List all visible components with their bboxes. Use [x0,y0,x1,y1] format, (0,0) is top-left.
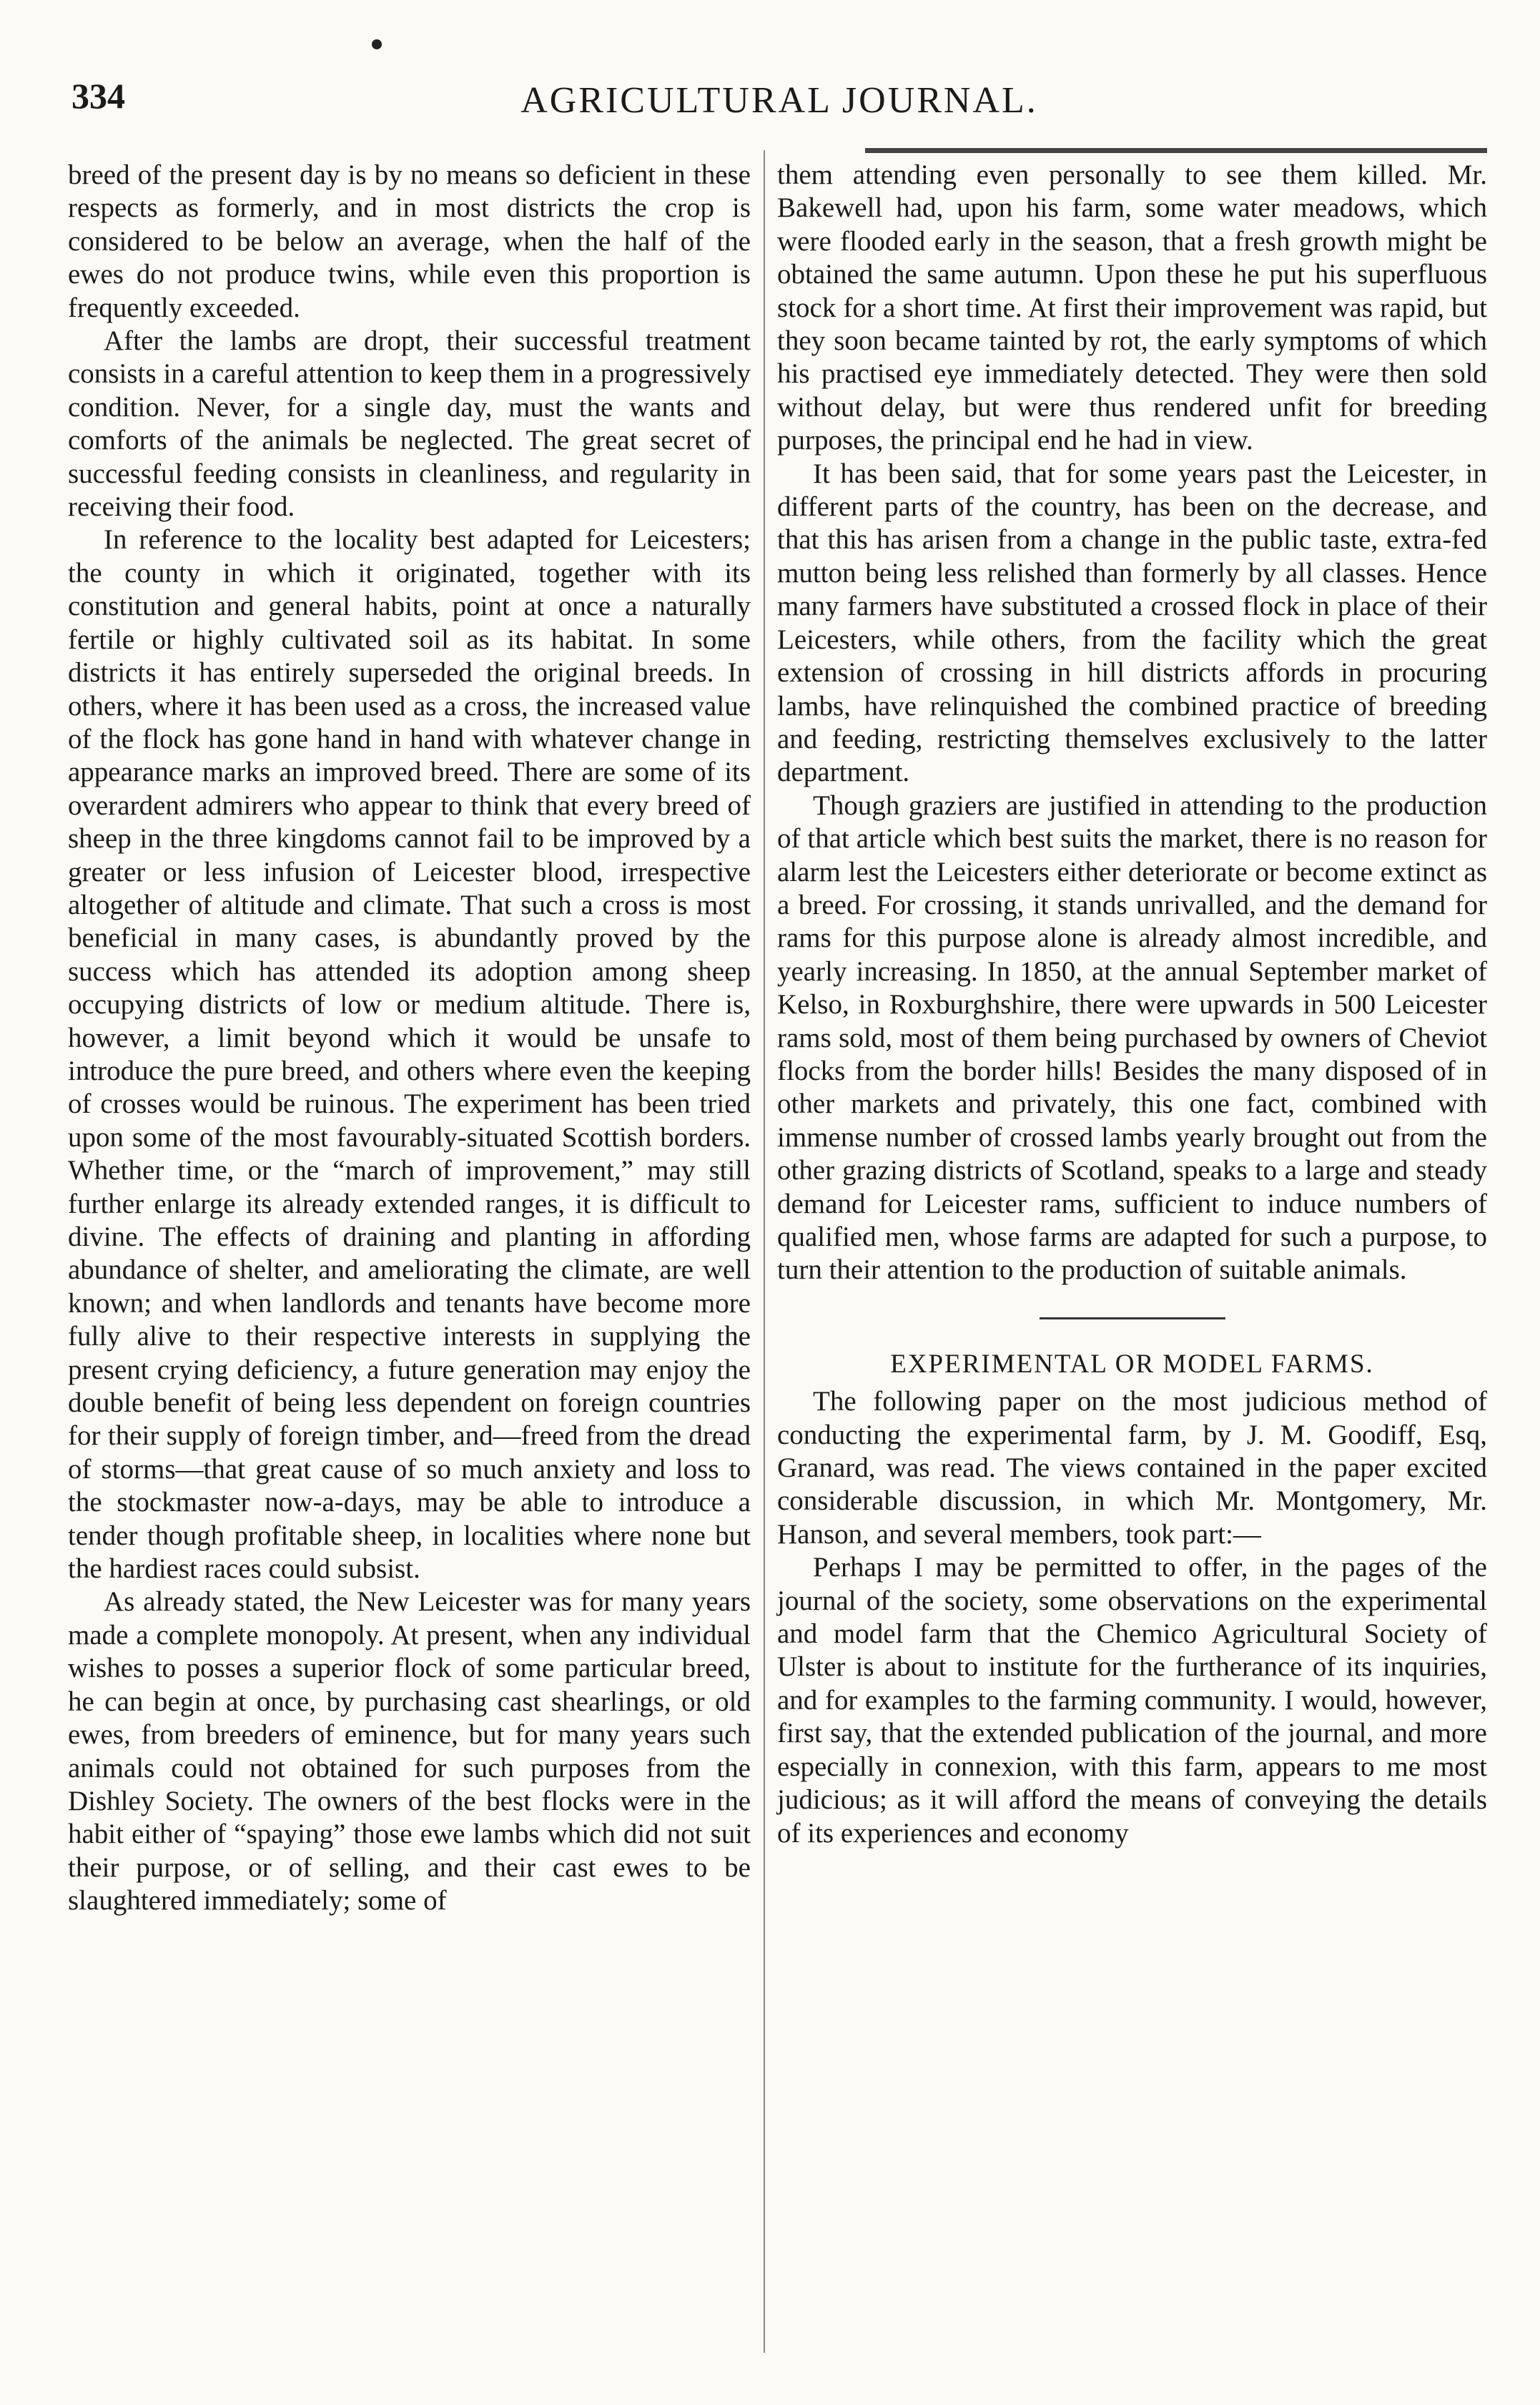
paragraph: The following paper on the most judicious method of conducting the experimental farm, by J. M. Goodiff, Esq, Granard, was read. The views contained in the paper excited considerable discussion, in which Mr. Montgomery, Mr. Hanson, and several members, took part:— [777,1386,1487,1550]
page-number: 334 [71,76,125,116]
paragraph: breed of the present day is by no means so deficient in these respects as formerly, and in most districts the crop is considered to be below an average, when the half of the ewes do not produce twins, while even this proportion is frequently exceeded. [68,159,751,323]
left-column [68,159,751,1918]
right-column [777,159,1487,1850]
paragraph: Though graziers are justified in attending to the production of that article which best suits the market, there is no reason for alarm lest the Leicesters either deteriorate or become extinct as a breed. For crossing, it stands unrivalled, and the demand for rams for this purpose alone is already almost incredible, and yearly increasing. In 1850, at the annual September market of Kelso, in Roxburghshire, there were upwards in 500 Leicester rams sold, most of them being purchased by owners of Cheviot flocks from the border hills! Besides the many disposed of in other markets and privately, this one fact, combined with immense number of crossed lambs yearly brought out from the other grazing districts of Scotland, speaks to a large and steady demand for Leicester rams, sufficient to induce numbers of qualified men, whose farms are adapted for such a purpose, to turn their attention to the production of suitable animals. [777,790,1487,1286]
paragraph: In reference to the locality best adapted for Leicesters; the county in which it originated, together with its constitution and general habits, point at once a naturally fertile or highly cultivated soil as its habitat. In some districts it has entirely superseded the original breeds. In others, where it has been used as a cross, the increased value of the flock has gone hand in hand with whatever change in appearance marks an improved breed. There are some of its overardent admirers who appear to think that every breed of sheep in the three kingdoms cannot fail to be improved by a greater or less infusion of Leicester blood, irrespective altogether of altitude and climate. That such a cross is most beneficial in many cases, is abundantly proved by the success which has attended its adoption among sheep occupying districts of low or medium altitude. There is, however, a limit beyond which it would be unsafe to introduce the pure breed, and others where even the keeping of crosses would be ruinous. The experiment has been tried upon some of the most favourably-situated Scottish borders. Whether time, or the “march of improvement,” may still further enlarge its already extended ranges, it is difficult to divine. The effects of draining and planting in affording abundance of shelter, and ameliorating the climate, are well known; and when landlords and tenants have become more fully alive to their respective interests in supplying the present crying deficiency, a future generation may enjoy the double benefit of being less dependent on foreign countries for their supply of foreign timber, and—freed from the dread of storms—that great cause of so much anxiety and loss to the stockmaster now-a-days, may be able to introduce a tender though profitable sheep, in localities where none but the hardiest races could subsist. [68,524,751,1585]
column-divider [764,150,765,2353]
ink-dot [372,39,382,49]
section-divider [1040,1317,1225,1319]
paragraph: After the lambs are dropt, their successful treatment consists in a careful attention to keep them in a progressively condition. Never, for a single day, must the wants and comforts of the animals be neglected. The great secret of successful feeding consists in cleanliness, and regularity in receiving their food. [68,325,751,523]
paragraph: Perhaps I may be permitted to offer, in the pages of the journal of the society, some observations on the experimental and model farm that the Chemico Agricultural Society of Ulster is about to institute for the furtherance of its inquiries, and for examples to the farming community. I would, however, first say, that the extended publication of the journal, and more especially in connexion, with this farm, appears to me most judicious; as it will afford the means of conveying the details of its experiences and economy [777,1552,1487,1849]
paragraph: It has been said, that for some years past the Leicester, in different parts of the country, has been on the decrease, and that this has arisen from a change in the public taste, extra-fed mutton being less relished than formerly by all classes. Hence many farmers have substituted a crossed flock in place of their Leicesters, while others, from the facility which the great extension of crossing in hill districts affords in procuring lambs, have relinquished the combined practice of breeding and feeding, restricting themselves exclusively to the latter department. [777,458,1487,788]
paragraph: them attending even personally to see them killed. Mr. Bakewell had, upon his farm, some water meadows, which were flooded early in the season, that a fresh growth might be obtained the same autumn. Upon these he put his superfluous stock for a short time. At first their improvement was rapid, but they soon became tainted by rot, the early symptoms of which his practised eye immediately detected. They were then sold without delay, but were thus rendered unfit for breeding purposes, the principal end he had in view. [777,159,1487,456]
section-heading: EXPERIMENTAL OR MODEL FARMS. [890,1349,1374,1379]
paragraph: As already stated, the New Leicester was for many years made a complete monopoly. At present, when any individual wishes to posses a superior flock of some particular breed, he can begin at once, by purchasing cast shearlings, or old ewes, from breeders of eminence, but for many years such animals could not obtained for such purposes from the Dishley Society. The owners of the best flocks were in the habit either of “spaying” those ewe lambs which did not suit their purpose, or of selling, and their cast ewes to be slaughtered immediately; some of [68,1586,751,1917]
running-title: AGRICULTURAL JOURNAL. [520,80,1038,121]
header-rule [865,148,1487,153]
page-header [71,68,1487,147]
